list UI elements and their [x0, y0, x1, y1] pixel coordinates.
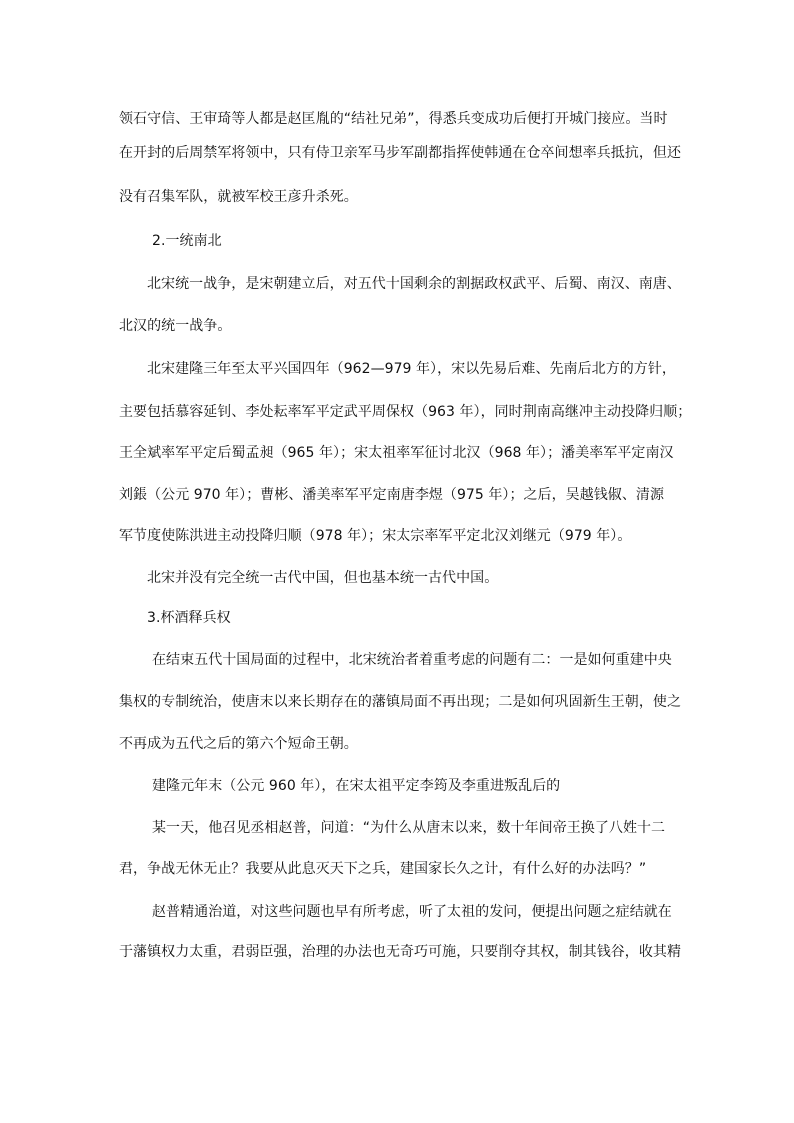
paragraph-line: 北汉的统一战争。: [119, 318, 232, 334]
paragraph-line: 在开封的后周禁军将领中，只有侍卫亲军马步军副都指挥使韩通在仓卒间想率兵抵抗，但还: [119, 145, 681, 161]
paragraph-line: 建隆元年末（公元 960 年），在宋太祖平定李筠及李重进叛乱后的: [152, 778, 561, 794]
section-heading: 3.杯酒释兵权: [147, 610, 231, 626]
paragraph-line: 在结束五代十国局面的过程中，北宋统治者着重考虑的问题有二：一是如何重建中央: [152, 652, 672, 668]
paragraph-line: 某一天，他召见丞相赵普，问道：“为什么从唐末以来，数十年间帝王换了八姓十二: [152, 820, 666, 836]
paragraph-line: 北宋统一战争，是宋朝建立后，对五代十国剩余的割据政权武平、后蜀、南汉、南唐、: [147, 276, 681, 292]
paragraph-line: 集权的专制统治，使唐末以来长期存在的藩镇局面不再出现；二是如何巩固新生王朝，使之: [119, 694, 681, 710]
paragraph-line: 军节度使陈洪进主动投降归顺（978 年）；宋太宗率军平定北汉刘继元（979 年）。: [119, 528, 632, 544]
paragraph-line: 王全斌率军平定后蜀孟昶（965 年）；宋太祖率军征讨北汉（968 年）；潘美率军平定南汉: [119, 445, 674, 461]
paragraph-line: 于藩镇权力太重，君弱臣强，治理的办法也无奇巧可施，只要削夺其权，制其钱谷，收其精: [119, 944, 681, 960]
paragraph-line: 北宋建隆三年至太平兴国四年（962—979 年），宋以先易后难、先南后北方的方针，: [147, 361, 676, 377]
paragraph-line: 刘鋹（公元 970 年）；曹彬、潘美率军平定南唐李煜（975 年）；之后，吴越钱俶、清源: [119, 487, 664, 503]
paragraph-line: 不再成为五代之后的第六个短命王朝。: [119, 736, 358, 752]
paragraph-line: 北宋并没有完全统一古代中国，但也基本统一古代中国。: [147, 570, 499, 586]
paragraph-line: 没有召集军队，就被军校王彦升杀死。: [119, 189, 358, 205]
paragraph-line: 领石守信、王审琦等人都是赵匡胤的“结社兄弟”，得悉兵变成功后便打开城门接应。当时: [119, 111, 668, 127]
paragraph-line: 主要包括慕容延钊、李处耘率军平定武平周保权（963 年），同时荆南高继冲主动投降归顺；: [119, 404, 692, 420]
section-heading: 2.一统南北: [152, 233, 222, 249]
paragraph-line: 君，争战无休无止？我要从此息灭天下之兵，建国家长久之计，有什么好的办法吗？”: [119, 861, 647, 877]
paragraph-line: 赵普精通治道，对这些问题也早有所考虑，听了太祖的发问，便提出问题之症结就在: [152, 904, 672, 920]
